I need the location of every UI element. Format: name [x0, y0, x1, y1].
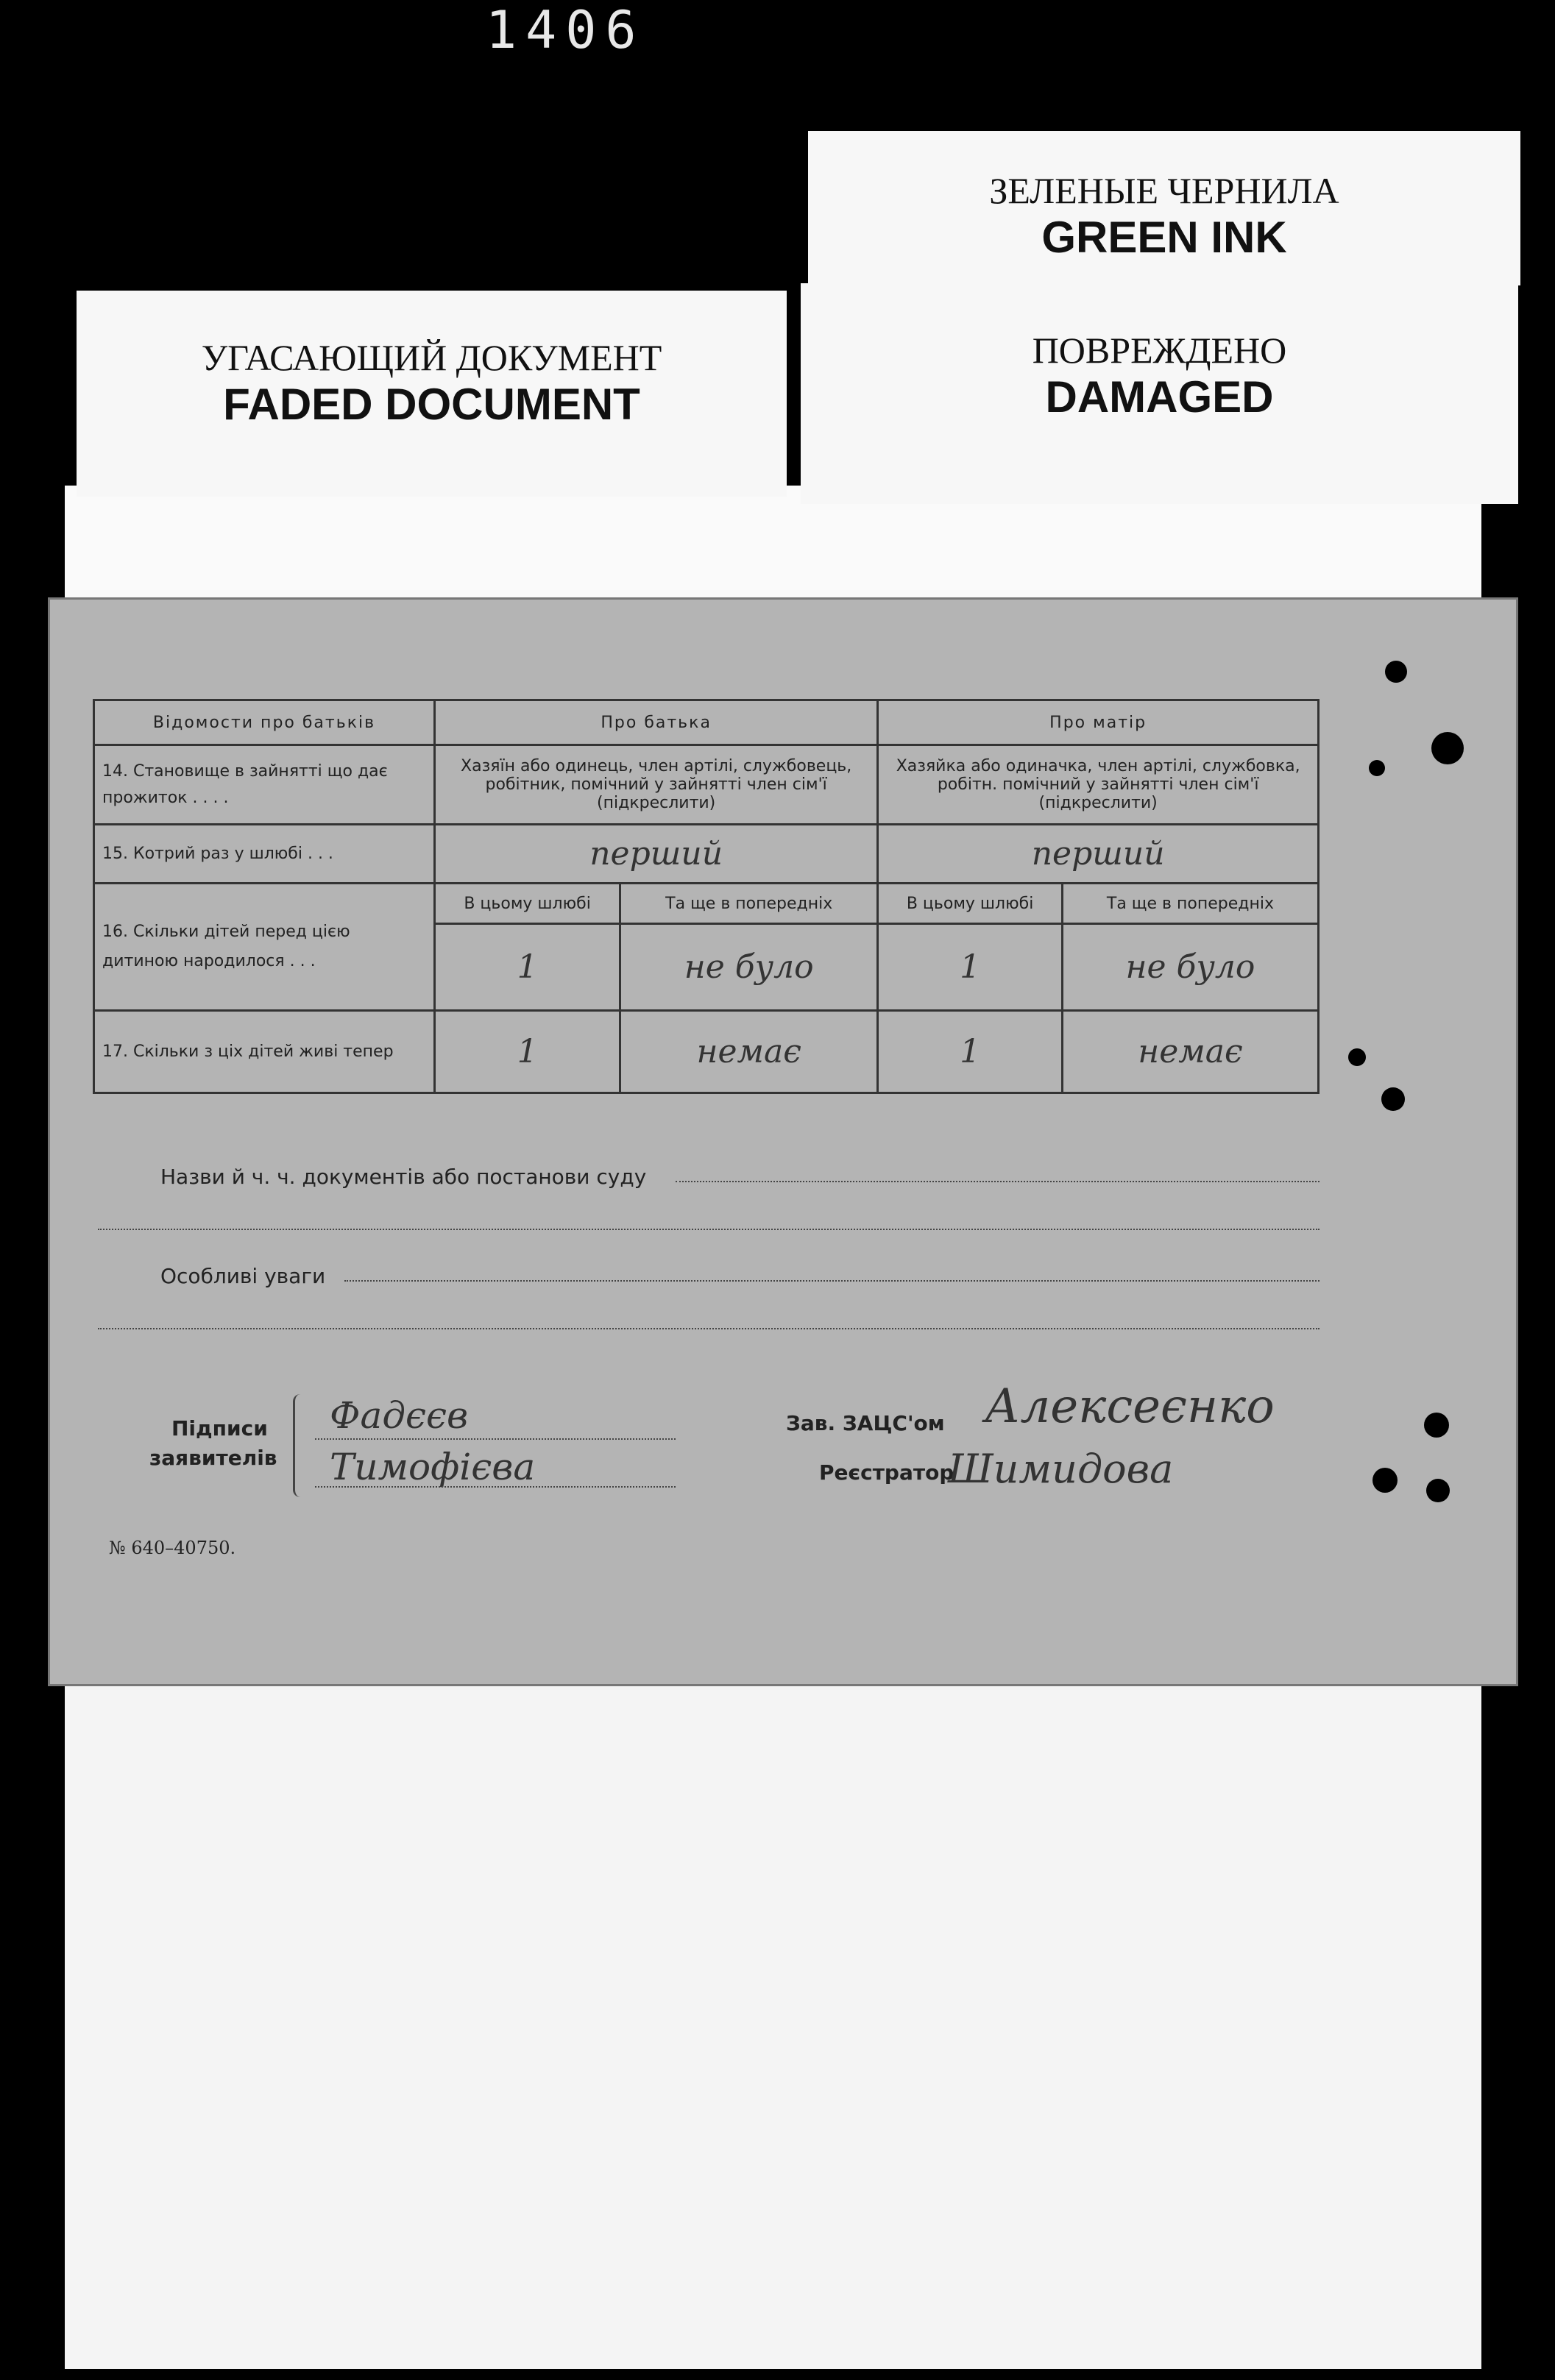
- green-ink-en: GREEN INK: [1041, 213, 1287, 262]
- remarks-line-2: [98, 1328, 1320, 1329]
- punch-hole: [1431, 732, 1464, 764]
- punch-hole: [1426, 1479, 1450, 1502]
- damaged-en: DAMAGED: [1045, 372, 1274, 422]
- documents-label: Назви й ч. ч. документів або постанови суду: [160, 1165, 647, 1189]
- row17-father-this: 1: [435, 1011, 620, 1093]
- row15-mother-value: перший: [878, 825, 1319, 884]
- row15-father-value: перший: [435, 825, 878, 884]
- row14-mother: Хазяйка або одиначка, член артілі, службовка, робітн. помічний у зайнятті член сім'ї (підкреслити): [878, 745, 1319, 825]
- damaged-tag: [801, 283, 1518, 504]
- row15-label: 15. Котрий раз у шлюбі . . .: [94, 825, 435, 884]
- header-mother: Про матір: [878, 700, 1319, 745]
- subheader-father-prev: Та ще в попередніх: [620, 884, 878, 924]
- archive-stamp-number: 1406: [486, 0, 645, 60]
- registrar-label: Реєстратор: [819, 1460, 954, 1485]
- faded-en: FADED DOCUMENT: [223, 380, 640, 429]
- head-of-registry-label: Зав. ЗАЦС'ом: [786, 1411, 945, 1435]
- row16-mother-prev: не було: [1062, 924, 1318, 1011]
- row16-mother-this: 1: [878, 924, 1063, 1011]
- applicant-line-2: [315, 1486, 676, 1488]
- applicant-line-1: [315, 1438, 676, 1440]
- remarks-label: Особливі уваги: [160, 1264, 326, 1288]
- parents-info-table: [93, 699, 1320, 1094]
- punch-hole: [1381, 1087, 1405, 1111]
- signatures-label-2: заявителів: [149, 1446, 277, 1470]
- faded-document-tag: [77, 291, 787, 497]
- row17-label: 17. Скільки з ціх дітей живі тепер: [94, 1011, 435, 1093]
- subheader-father-this: В цьому шлюбі: [435, 884, 620, 924]
- row14-father: Хазяїн або одинець, член артілі, службовець, робітник, помічний у зайнятті член сім'ї (підкреслити): [435, 745, 878, 825]
- documents-line-1: [676, 1181, 1320, 1182]
- green-ink-tag: [808, 131, 1520, 285]
- registration-form-card: [48, 597, 1518, 1686]
- documents-line-2: [98, 1229, 1320, 1230]
- header-parents-info: Відомости про батьків: [94, 700, 435, 745]
- punch-hole: [1348, 1048, 1366, 1066]
- row17-mother-prev: немає: [1062, 1011, 1318, 1093]
- applicant-signature-2: Тимофієва: [330, 1446, 536, 1488]
- header-father: Про батька: [435, 700, 878, 745]
- row16-father-prev: не було: [620, 924, 878, 1011]
- row17-mother-this: 1: [878, 1011, 1063, 1093]
- form-number: № 640–40750.: [109, 1538, 236, 1558]
- punch-hole: [1369, 760, 1385, 776]
- row16-label: 16. Скільки дітей перед цією дитиною народилося . . .: [94, 884, 435, 1011]
- green-ink-ru: ЗЕЛЕНЫЕ ЧЕРНИЛА: [989, 170, 1339, 211]
- row16-father-this: 1: [435, 924, 620, 1011]
- signatures-brace: [293, 1394, 305, 1497]
- registrar-signature: Шимидова: [948, 1446, 1174, 1492]
- faded-ru: УГАСАЮЩИЙ ДОКУМЕНТ: [201, 337, 662, 378]
- applicant-signature-1: Фадєєв: [330, 1394, 469, 1437]
- punch-hole: [1372, 1468, 1398, 1493]
- punch-hole: [1424, 1413, 1449, 1438]
- subheader-mother-prev: Та ще в попередніх: [1062, 884, 1318, 924]
- damaged-ru: ПОВРЕЖДЕНО: [1032, 330, 1287, 371]
- subheader-mother-this: В цьому шлюбі: [878, 884, 1063, 924]
- punch-hole: [1385, 661, 1407, 683]
- row17-father-prev: немає: [620, 1011, 878, 1093]
- remarks-line-1: [344, 1280, 1320, 1282]
- row14-label: 14. Становище в зайнятті що дає прожиток . . . .: [94, 745, 435, 825]
- signatures-label-1: Підписи: [171, 1416, 268, 1441]
- head-of-registry-signature: Алексеєнко: [985, 1379, 1275, 1434]
